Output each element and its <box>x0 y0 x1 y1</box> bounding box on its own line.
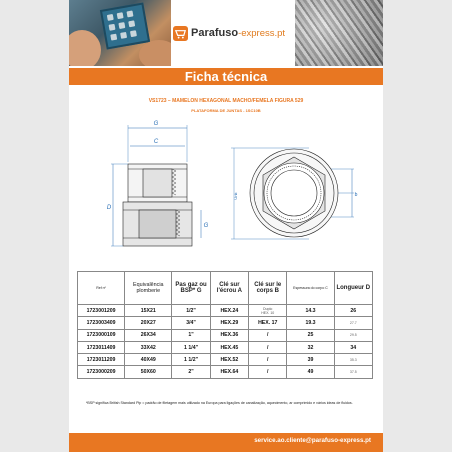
table-row <box>78 317 373 329</box>
cell-equiv: 26X34 <box>125 329 172 341</box>
cell-cle-b <box>249 354 287 366</box>
cell-equiv: 33X42 <box>125 341 172 353</box>
cell-espessura: 25 <box>287 329 334 341</box>
cell-cle-a: HEX.29 <box>210 317 248 329</box>
product-subtitle: PLATAFORMA DE JUNTAS - 1SC10B <box>191 108 261 113</box>
col-header-length: Longueur D <box>334 272 372 305</box>
cell-cle-a: HEX.64 <box>210 366 248 378</box>
col-header-equiv: Equivalência plomberie <box>125 272 172 305</box>
table-row <box>78 341 373 353</box>
cell-cle-b-value: / <box>267 344 269 351</box>
table-row <box>78 329 373 341</box>
cell-equiv: 50X60 <box>125 366 172 378</box>
product-title: VS1723 – MAMELON HEXAGONAL MACHO/FEMELA FIGURA 529 <box>148 98 304 104</box>
cell-ref: 1723011209 <box>78 354 125 366</box>
cell-espessura: 39 <box>287 354 334 366</box>
dim-label-c: C <box>153 139 159 145</box>
cell-cle-b-value: / <box>267 356 269 363</box>
header-photo-tools <box>69 0 171 66</box>
cell-bsp: 3/4" <box>172 317 210 329</box>
cell-length: 37.5 <box>334 366 372 378</box>
cell-ref: 1723001209 <box>78 305 125 317</box>
col-header-cle-a: Clé sur l'écrou A <box>210 272 248 305</box>
cell-cle-b-value: HEX. 17 <box>258 319 278 326</box>
dim-label-g-side: G <box>203 223 209 229</box>
cell-ref: 1723003409 <box>78 317 125 329</box>
col-header-ref: Ref nº <box>78 272 125 305</box>
cell-espessura: 14.3 <box>287 305 334 317</box>
cell-cle-b <box>249 366 287 378</box>
tech-sheet-page <box>69 0 383 452</box>
cell-length: 34 <box>334 341 372 353</box>
cell-cle-b-value: / <box>267 332 269 339</box>
dim-label-unk: Unk <box>233 192 238 200</box>
header-photo-screws <box>295 0 383 66</box>
cell-bsp: 1 1/4" <box>172 341 210 353</box>
cell-cle-a: HEX.45 <box>210 341 248 353</box>
cell-bsp: 1" <box>172 329 210 341</box>
cell-espessura: 32 <box>287 341 334 353</box>
cell-ref: 1723011409 <box>78 341 125 353</box>
cell-cle-b <box>249 341 287 353</box>
footer-email-link[interactable]: service.ao.cliente@parafuso-express.pt <box>254 437 371 444</box>
cell-cle-b-bottom: HEX. 10 <box>261 310 275 315</box>
cell-bsp: 1 1/2" <box>172 354 210 366</box>
cell-cle-a: HEX.52 <box>210 354 248 366</box>
tool-case-image <box>100 2 150 49</box>
cell-bsp: 2" <box>172 366 210 378</box>
table-header-row <box>78 272 373 305</box>
cell-ref: 1723000109 <box>78 329 125 341</box>
brand-name: Parafuso-express.pt <box>191 27 286 39</box>
hand-image <box>139 40 171 66</box>
end-view-drawing <box>231 148 354 239</box>
brand-logo[interactable] <box>173 22 293 44</box>
col-header-bsp: Pas gaz ou BSP* G <box>172 272 210 305</box>
cell-length: 35.3 <box>334 354 372 366</box>
technical-drawing <box>69 114 383 264</box>
table-row <box>78 366 373 378</box>
col-header-espessura: Espessura do corpo C <box>287 272 334 305</box>
cell-cle-a: HEX.24 <box>210 305 248 317</box>
table-row <box>78 354 373 366</box>
col-header-cle-b: Clé sur le corps B <box>249 272 287 305</box>
cart-icon <box>173 26 188 41</box>
cell-length: 27.7 <box>334 317 372 329</box>
cell-cle-a: HEX.36 <box>210 329 248 341</box>
cell-cle-b <box>249 329 287 341</box>
cell-espessura: 49 <box>287 366 334 378</box>
cell-bsp: 1/2" <box>172 305 210 317</box>
cell-length: 26 <box>334 305 372 317</box>
table-row <box>78 305 373 317</box>
hand-image <box>69 30 101 66</box>
spec-table <box>77 271 373 379</box>
cell-length: 29.5 <box>334 329 372 341</box>
dim-label-d: D <box>106 205 112 211</box>
cell-equiv: 20X27 <box>125 317 172 329</box>
dim-label-g: G <box>153 121 159 127</box>
dim-label-b: b <box>354 192 358 198</box>
cell-equiv: 15X21 <box>125 305 172 317</box>
page-title: Ficha técnica <box>69 68 383 85</box>
cell-cle-b <box>249 305 287 317</box>
bsp-footnote: *BSP significa British Standard Pip = padrão de filetagem mais utilizado na Europa para ligações de canalização, aquecimento, ar comprimido e vários ideas de fluidos. <box>86 401 353 405</box>
footer-bar <box>69 433 383 452</box>
cell-equiv: 40X49 <box>125 354 172 366</box>
cell-cle-b-value: / <box>267 369 269 376</box>
cell-cle-b-top: Duplo <box>263 306 273 311</box>
cell-cle-b <box>249 317 287 329</box>
cell-espessura: 19.3 <box>287 317 334 329</box>
cell-ref: 1723000209 <box>78 366 125 378</box>
